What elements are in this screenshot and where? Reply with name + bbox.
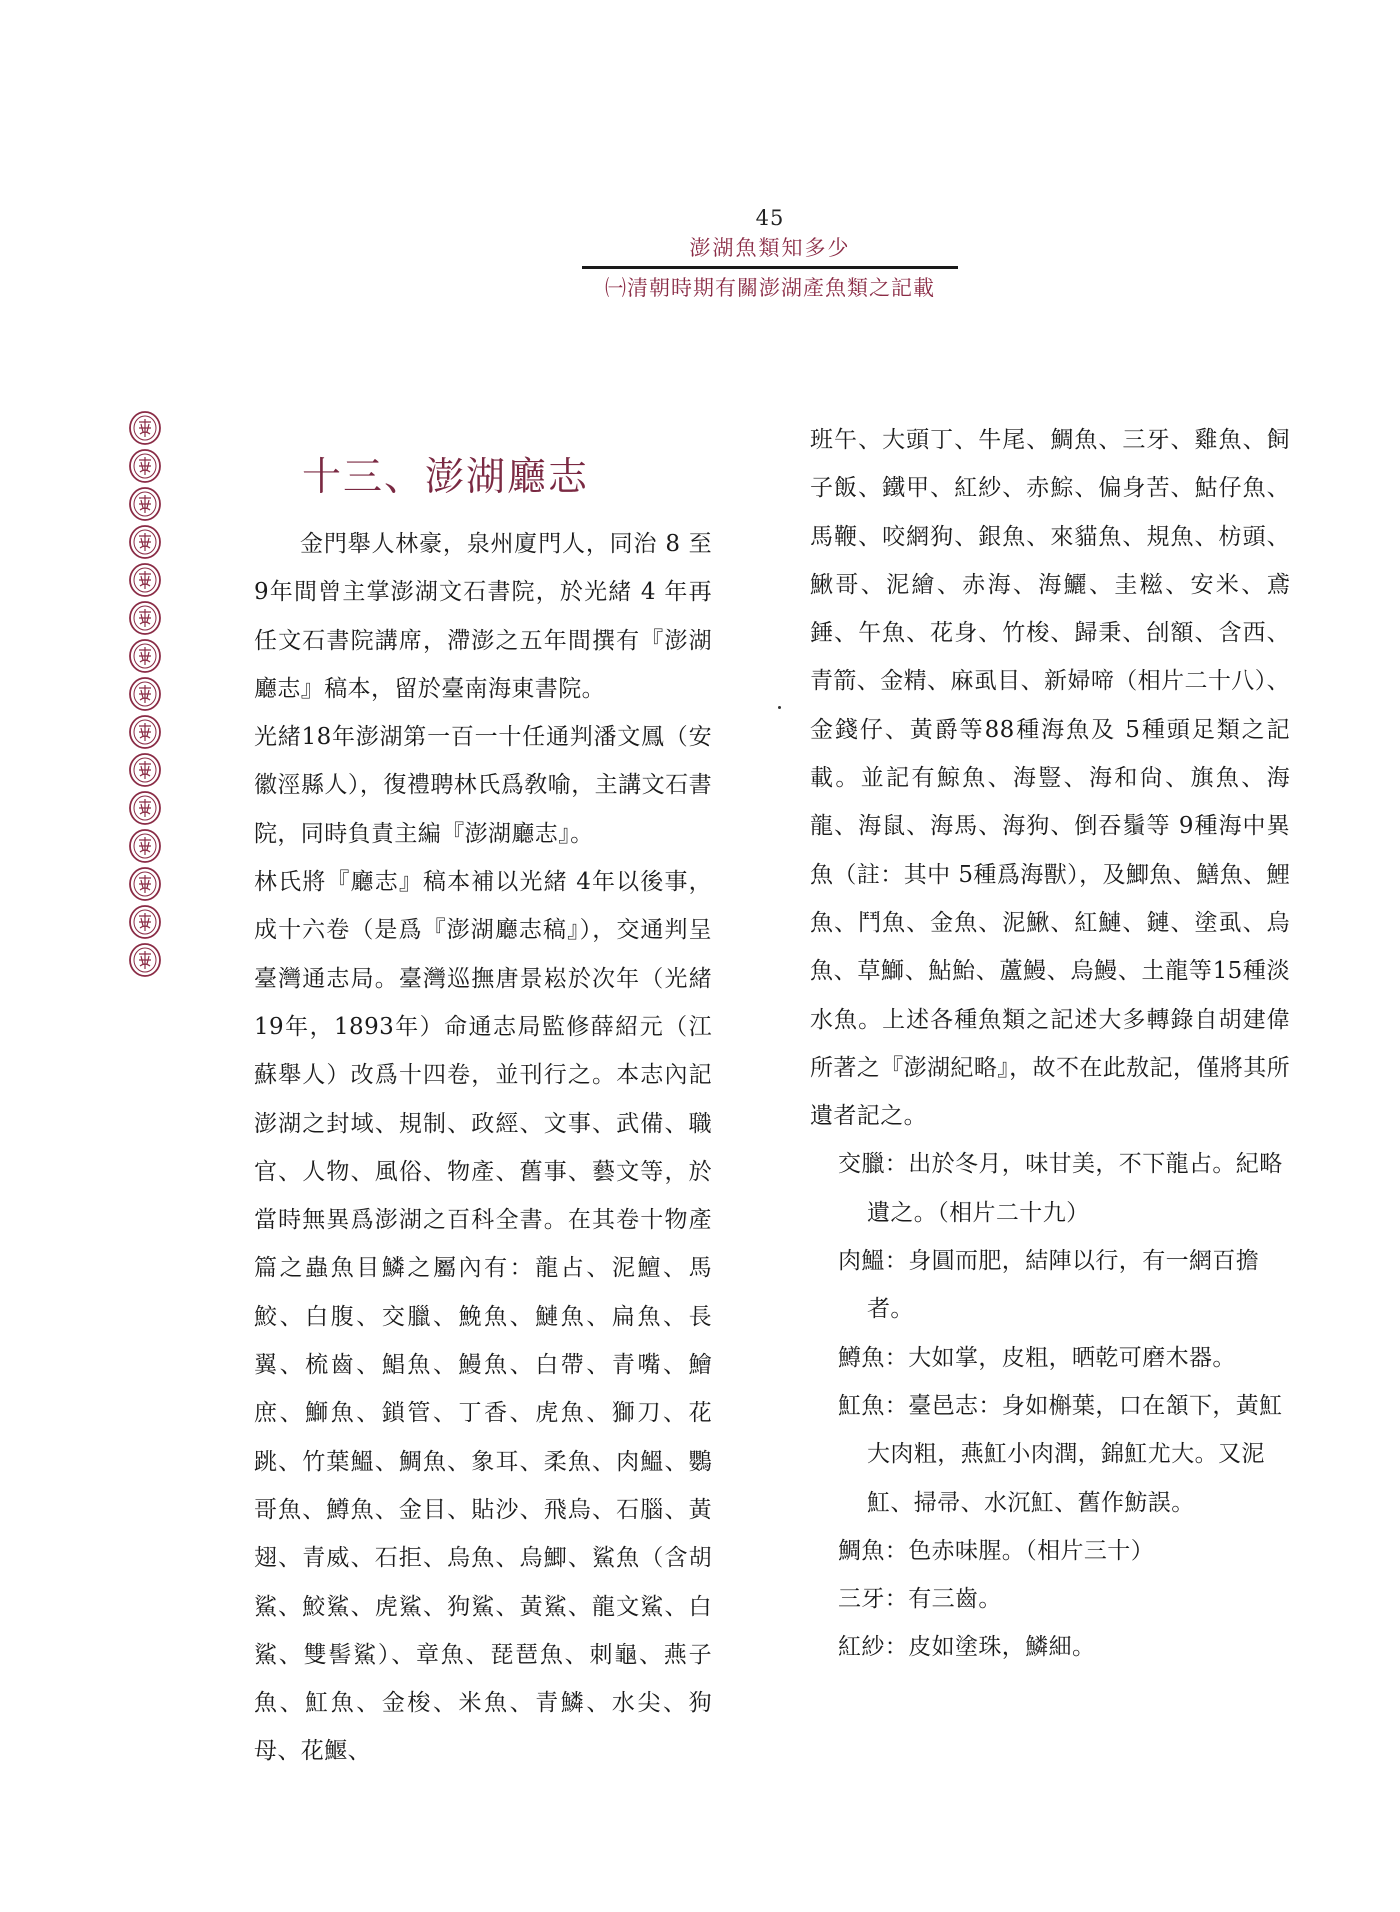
- body-paragraph: 光緒18年澎湖第一百一十任通判潘文鳳（安徽涇縣人），復禮聘林氏爲敎喻，主講文石書院，同時負責主編『澎湖廳志』。: [254, 724, 712, 847]
- fish-entry: 紅紗：皮如塗珠，鱗細。: [838, 1634, 1096, 1661]
- seal-icon: [127, 562, 163, 598]
- book-title: 澎湖魚類知多少: [689, 236, 851, 260]
- seal-icon: [127, 638, 163, 674]
- header-divider: [582, 266, 958, 269]
- seal-icon: [127, 828, 163, 864]
- seal-icon: [127, 790, 163, 826]
- fish-entry: 肉鰮：身圓而肥，結陣以行，有一網百擔者。: [838, 1248, 1260, 1323]
- chapter-title: 十三、澎湖廳志: [302, 455, 590, 500]
- seal-icon: [127, 866, 163, 902]
- body-paragraph: 林氏將『廳志』稿本補以光緒 4年以後事，成十六卷（是爲『澎湖廳志稿』），交通判呈臺灣通志局。臺灣巡撫唐景崧於次年（光緒19年，1893年）命通志局監修薛紹元（江蘇舉人）改爲十四卷，並刊行之。本志內記澎湖之封域、規制、政經、文事、武備、職官、人物、風俗、物產、舊事、藝文等，於當時無異爲澎湖之百科全書。在其卷十物產篇之蟲魚目鱗之屬內有：龍占、泥鱣、馬鮫、白腹、交臘、鮸魚、鰱魚、扁魚、長翼、梳齒、鯧魚、鰻魚、白帶、青嘴、鱠庶、鰤魚、鎖管、丁香、虎魚、獅刀、花跳、竹葉鰮、鯛魚、象耳、柔魚、肉鰮、鸚哥魚、鱒魚、金目、貼沙、飛烏、石腦、黃翅、青威、石拒、烏魚、烏鯽、鯊魚（含胡鯊、鮫鯊、虎鯊、狗鯊、黃鯊、龍文鯊、白鯊、雙髻鯊）、章魚、琵琶魚、刺龜、燕子魚、魟魚、金梭、米魚、青鱗、水尖、狗母、花鰋、: [254, 869, 712, 1765]
- seal-icon: [127, 904, 163, 940]
- fish-entry: 鱒魚：大如掌，皮粗，晒乾可磨木器。: [838, 1344, 1236, 1371]
- seal-icon: [127, 714, 163, 750]
- fish-entry: 交臘：出於冬月，味甘美，不下龍占。紀略遺之。（相片二十九）: [838, 1151, 1283, 1226]
- body-paragraph: 班午、大頭丁、牛尾、鯛魚、三牙、雞魚、飼子飯、鐵甲、紅紗、赤鯮、偏身苦、鮕仔魚、馬鞭、咬網狗、銀魚、來貓魚、規魚、枋頭、鰍哥、泥繪、赤海、海鱺、圭糍、安米、鳶錘、午魚、花身、竹梭、歸秉、刣額、含西、青箭、金精、麻虱目、新婦啼（相片二十八）、金錢仔、黃爵等88種海魚及 5種頭足類之記載。並記有鯨魚、海豎、海和尙、旗魚、海龍、海鼠、海馬、海狗、倒吞鬚等 9種海中異魚（註：其中 5種爲海獸），及鯽魚、鱔魚、鯉魚、鬥魚、金魚、泥鰍、紅鰱、鏈、塗虱、烏魚、草鰤、鮎鮐、蘆鰻、烏鰻、土龍等15種淡水魚。上述各種魚類之記述大多轉錄自胡建偉所著之『澎湖紀略』，故不在此敖記，僅將其所遺者記之。: [810, 427, 1290, 1130]
- seal-icon: [127, 410, 163, 446]
- running-header: [560, 204, 980, 304]
- fish-entry: 三牙：有三齒。: [838, 1586, 1002, 1613]
- body-paragraph: 金門舉人林豪，泉州廈門人，同治 8 至 9年間曾主掌澎湖文石書院，於光緒 4 年再任文石書院講席，滯澎之五年間撰有『澎湖廳志』稿本，留於臺南海東書院。: [254, 531, 712, 702]
- seal-icon: [127, 524, 163, 560]
- seal-icon: [127, 600, 163, 636]
- page-number: 45: [755, 206, 785, 230]
- left-text-column: [254, 520, 712, 1776]
- fish-entry: 鯛魚：色赤味腥。（相片三十）: [838, 1537, 1155, 1564]
- decorative-seal-column: [124, 410, 166, 978]
- section-title: ㈠清朝時期有關澎湖產魚類之記載: [605, 276, 935, 300]
- seal-icon: [127, 752, 163, 788]
- seal-icon: [127, 486, 163, 522]
- print-speck: [778, 706, 781, 709]
- seal-icon: [127, 942, 163, 978]
- seal-icon: [127, 676, 163, 712]
- seal-icon: [127, 448, 163, 484]
- fish-entry: 魟魚：臺邑志：身如槲葉，口在頷下，黃魟大肉粗，燕魟小肉潤，錦魟尤大。又泥魟、掃帚、水沉魟、舊作魴誤。: [838, 1392, 1283, 1516]
- right-text-column: [810, 416, 1290, 1672]
